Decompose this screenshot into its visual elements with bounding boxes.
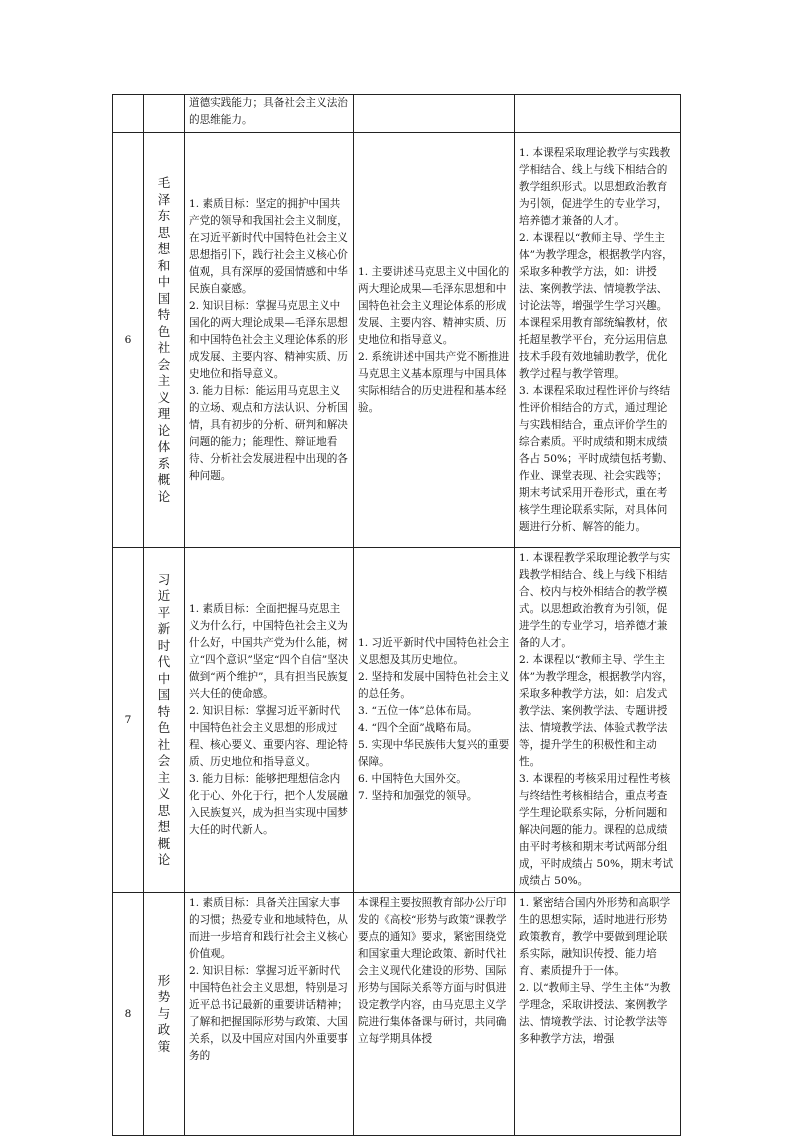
requirement-paragraph: 2. 以“教师主导、学生主体”为教学理念，采取讲授法、案例教学法、情境教学法、讨论教学法等多种教学方法，增强 xyxy=(519,982,671,1045)
course-name xyxy=(144,95,185,133)
content-paragraph: 2. 系统讲述中国共产党不断推进马克思主义基本原理与中国具体实际相结合的历史进程和基本经验。 xyxy=(358,350,510,414)
content-paragraph: 1. 主要讲述马克思主义中国化的两大理论成果—毛泽东思想和中国特色社会主义理论体系的形成发展、主要内容、精神实质、历史地位和指导意义。 xyxy=(358,265,510,346)
content-paragraph: 4. “四个全面”战略布局。 xyxy=(358,722,478,734)
content-paragraph: 2. 坚持和发展中国特色社会主义的总任务。 xyxy=(358,671,510,700)
requirement-paragraph: 1. 本课程教学采取理论教学与实践教学相结合、线上与线下相结合、校内与校外相结合的教学模式。以思想政治教育为引领，促进学生的专业学习，培养德才兼备的人才。 xyxy=(519,552,671,649)
content-paragraph: 7. 坚持和加强党的领导。 xyxy=(358,790,478,802)
objective-paragraph: 道德实践能力；具备社会主义法治的思维能力。 xyxy=(189,97,348,126)
table-row xyxy=(113,133,681,548)
course-name: 毛泽东思想和中国特色社会主义理论体系概论 xyxy=(144,133,185,548)
content-paragraph: 6. 中国特色大国外交。 xyxy=(358,773,467,785)
course-number: 7 xyxy=(113,548,144,893)
requirement-paragraph: 2. 本课程以“教师主导、学生主体”为教学理念，根据教学内容，采取多种教学方法，如：启发式教学法、案例教学法、专题讲授法、情境教学法、体验式教学法等，提升学生的积极性和主动性。 xyxy=(519,654,673,768)
requirements-cell xyxy=(515,133,681,548)
course-number: 6 xyxy=(113,133,144,548)
requirement-paragraph: 1. 本课程采取理论教学与实践教学相结合、线上与线下相结合的教学组织形式。以思想政治教育为引领，促进学生的专业学习，培养德才兼备的人才。 xyxy=(519,146,671,227)
objective-paragraph: 1. 素质目标：全面把握马克思主义为什么行，中国特色社会主义为什么好，中国共产党为什么能，树立“四个意识”坚定“四个自信”坚决做到“两个维护”，具有担当民族复兴大任的使命感。 xyxy=(189,603,349,700)
course-number: 8 xyxy=(113,893,144,1136)
objective-paragraph: 1. 素质目标：具备关注国家大事的习惯；热爱专业和地域特色，从而进一步培育和践行社会主义核心价值观。 xyxy=(189,897,348,960)
curriculum-table xyxy=(112,94,681,1136)
objectives-cell xyxy=(185,95,354,133)
content-paragraph: 本课程主要按照教育部办公厅印发的《高校“形势与政策”课教学要点的通知》要求，紧密围绕党和国家重大理论政策、新时代社会主义现代化建设的形势、国际形势与国际关系等方面与时俱进设定教学内容，由马克思主义学院进行集体备课与研讨，共同确立每学期具体授 xyxy=(358,897,507,1045)
objectives-cell xyxy=(185,133,354,548)
content-cell xyxy=(354,893,515,1136)
table-row xyxy=(113,548,681,893)
content-cell xyxy=(354,95,515,133)
requirement-paragraph: 3. 本课程采取过程性评价与终结性评价相结合的方式，通过理论与实践相结合，重点评价学生的综合素质。平时成绩和期末成绩各占 50%；平时成绩包括考勤、作业、课堂表现、社会实践等；期末考试采用开卷形式，重在考核学生理论联系实际，对具体问题进行分析、解答的能力。 xyxy=(519,384,674,533)
content-cell xyxy=(354,133,515,548)
content-paragraph: 3. “五位一体”总体布局。 xyxy=(358,705,478,717)
course-number xyxy=(113,95,144,133)
objective-paragraph: 2. 知识目标：掌握马克思主义中国化的两大理论成果—毛泽东思想和中国特色社会主义理论体系的形成发展、主要内容、精神实质、历史地位和指导意义。 xyxy=(189,299,348,380)
objective-paragraph: 2. 知识目标：掌握习近平新时代中国特色社会主义思想的形成过程、核心要义、重要内容、理论特质、历史地位和指导意义。 xyxy=(189,705,348,768)
requirements-cell xyxy=(515,548,681,893)
objectives-cell xyxy=(185,548,354,893)
objective-paragraph: 3. 能力目标：能运用马克思主义的立场、观点和方法认识、分析国情，具有初步的分析、研判和解决问题的能力；能理性、辩证地看待、分析社会发展进程中出现的各种问题。 xyxy=(189,384,348,482)
content-paragraph: 1. 习近平新时代中国特色社会主义思想及其历史地位。 xyxy=(358,637,510,666)
course-name: 形势与政策 xyxy=(144,893,185,1136)
table-row xyxy=(113,893,681,1136)
requirement-paragraph: 1. 紧密结合国内外形势和高职学生的思想实际，适时地进行形势政策教育，教学中要做到理论联系实际，融知识传授、能力培育、素质提升于一体。 xyxy=(519,897,671,977)
requirement-paragraph: 2. 本课程以“教师主导、学生主体”为教学理念，根据教学内容，采取多种教学方法，如：讲授法、案例教学法、情境教学法、讨论法等，增强学生学习兴趣。本课程采用教育部统编教材，依托超星教学平台，充分运用信息技术手段有效地辅助教学，优化教学过程与教学管理。 xyxy=(519,231,673,380)
content-cell xyxy=(354,548,515,893)
course-name: 习近平新时代中国特色社会主义思想概论 xyxy=(144,548,185,893)
objectives-cell xyxy=(185,893,354,1136)
table-row xyxy=(113,95,681,133)
objective-paragraph: 1. 素质目标：坚定的拥护中国共产党的领导和我国社会主义制度，在习近平新时代中国特色社会主义思想指引下，践行社会主义核心价值观，具有深厚的爱国情感和中华民族自豪感。 xyxy=(189,197,348,295)
requirements-cell xyxy=(515,95,681,133)
requirement-paragraph: 3. 本课程的考核采用过程性考核与终结性考核相结合，重点考查学生理论联系实际，分析问题和解决问题的能力。课程的总成绩由平时考核和期末考试两部分组成，平时成绩占 50%，期末考试成绩占 50%。 xyxy=(519,773,674,887)
objective-paragraph: 3. 能力目标：能够把理想信念内化于心、外化于行，把个人发展融入民族复兴，成为担当实现中国梦大任的时代新人。 xyxy=(189,773,348,836)
requirements-cell xyxy=(515,893,681,1136)
content-paragraph: 5. 实现中华民族伟大复兴的重要保障。 xyxy=(358,739,510,768)
objective-paragraph: 2. 知识目标：掌握习近平新时代中国特色社会主义思想，特别是习近平总书记最新的重要讲话精神；了解和把握国际形势与政策、大国关系，以及中国应对国内外重要事务的 xyxy=(189,965,348,1062)
